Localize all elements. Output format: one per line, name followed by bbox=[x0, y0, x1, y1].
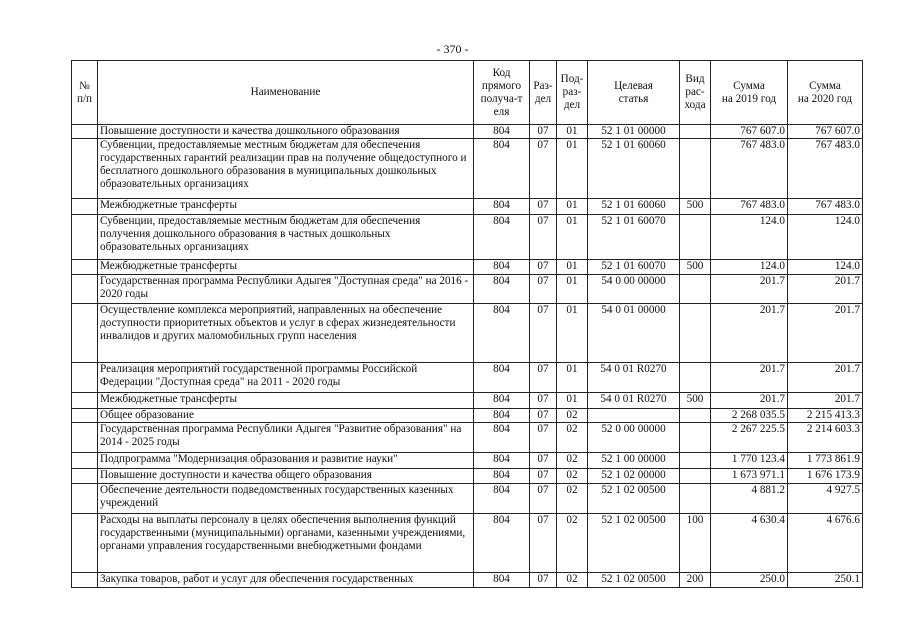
sum-2019-cell: 2 268 035.5 bbox=[711, 409, 788, 423]
code-cell: 804 bbox=[474, 573, 530, 588]
table-row bbox=[72, 139, 863, 199]
sum-2020-cell: 201.7 bbox=[788, 393, 863, 409]
table-row bbox=[72, 363, 863, 393]
code-cell: 804 bbox=[474, 275, 530, 304]
sum-2020-cell: 250.1 bbox=[788, 573, 863, 588]
table-row bbox=[72, 393, 863, 409]
table-row bbox=[72, 215, 863, 260]
target-cell: 52 0 00 00000 bbox=[588, 423, 680, 453]
subsection-cell: 01 bbox=[557, 275, 588, 304]
subsection-cell: 01 bbox=[557, 125, 588, 139]
expense-type-cell bbox=[680, 423, 711, 453]
target-cell: 52 1 01 60060 bbox=[588, 199, 680, 215]
expense-type-cell: 500 bbox=[680, 393, 711, 409]
header-sum-2019: Сумма на 2019 год bbox=[711, 61, 788, 125]
code-cell: 804 bbox=[474, 199, 530, 215]
subsection-cell: 02 bbox=[557, 469, 588, 484]
subsection-cell: 02 bbox=[557, 514, 588, 573]
section-cell: 07 bbox=[530, 260, 557, 275]
code-cell: 804 bbox=[474, 409, 530, 423]
code-cell: 804 bbox=[474, 125, 530, 139]
name-cell: Реализация мероприятий государственной программы Российской Федерации "Доступная среда" на 2011 - 2020 годы bbox=[98, 363, 474, 393]
table-row bbox=[72, 275, 863, 304]
num-cell bbox=[72, 260, 98, 275]
num-cell bbox=[72, 409, 98, 423]
expense-type-cell bbox=[680, 304, 711, 363]
name-cell: Субвенции, предоставляемые местным бюджетам для обеспечения государственных гарантий реализации прав на получение общедоступного и бесплатного дошкольного образования в муниципальных дошкольных образовательных организациях bbox=[98, 139, 474, 199]
num-cell bbox=[72, 215, 98, 260]
sum-2020-cell: 124.0 bbox=[788, 215, 863, 260]
page-number: - 370 - bbox=[436, 42, 469, 56]
expense-type-cell bbox=[680, 125, 711, 139]
target-cell: 52 1 02 00000 bbox=[588, 469, 680, 484]
sum-2019-cell: 201.7 bbox=[711, 275, 788, 304]
target-cell: 52 1 01 00000 bbox=[588, 125, 680, 139]
subsection-cell: 01 bbox=[557, 393, 588, 409]
name-cell: Осуществление комплекса мероприятий, направленных на обеспечение доступности приоритетных объектов и услуг в сферах жизнедеятельности инвалидов и других маломобильных групп населения bbox=[98, 304, 474, 363]
section-cell: 07 bbox=[530, 199, 557, 215]
name-cell: Государственная программа Республики Адыгея "Развитие образования" на 2014 - 2025 годы bbox=[98, 423, 474, 453]
expense-type-cell bbox=[680, 363, 711, 393]
sum-2019-cell: 1 673 971.1 bbox=[711, 469, 788, 484]
name-cell: Обеспечение деятельности подведомственных государственных казенных учреждений bbox=[98, 484, 474, 514]
sum-2020-cell: 4 927.5 bbox=[788, 484, 863, 514]
sum-2020-cell: 124.0 bbox=[788, 260, 863, 275]
sum-2019-cell: 250.0 bbox=[711, 573, 788, 588]
budget-table bbox=[71, 60, 863, 588]
section-cell: 07 bbox=[530, 453, 557, 469]
expense-type-cell bbox=[680, 409, 711, 423]
section-cell: 07 bbox=[530, 423, 557, 453]
table-row bbox=[72, 484, 863, 514]
table-row bbox=[72, 260, 863, 275]
target-cell: 52 1 01 60070 bbox=[588, 215, 680, 260]
section-cell: 07 bbox=[530, 139, 557, 199]
code-cell: 804 bbox=[474, 423, 530, 453]
name-cell: Субвенции, предоставляемые местным бюджетам для обеспечения получения дошкольного образования в частных дошкольных образовательных организациях bbox=[98, 215, 474, 260]
num-cell bbox=[72, 484, 98, 514]
num-cell bbox=[72, 514, 98, 573]
name-cell: Межбюджетные трансферты bbox=[98, 199, 474, 215]
sum-2019-cell: 4 881.2 bbox=[711, 484, 788, 514]
header-sum-2020: Сумма на 2020 год bbox=[788, 61, 863, 125]
table-row bbox=[72, 514, 863, 573]
expense-type-cell bbox=[680, 215, 711, 260]
target-cell: 54 0 01 R0270 bbox=[588, 363, 680, 393]
expense-type-cell: 200 bbox=[680, 573, 711, 588]
target-cell: 54 0 01 00000 bbox=[588, 304, 680, 363]
sum-2019-cell: 767 607.0 bbox=[711, 125, 788, 139]
target-cell: 52 1 00 00000 bbox=[588, 453, 680, 469]
expense-type-cell: 500 bbox=[680, 199, 711, 215]
section-cell: 07 bbox=[530, 215, 557, 260]
expense-type-cell bbox=[680, 139, 711, 199]
section-cell: 07 bbox=[530, 393, 557, 409]
num-cell bbox=[72, 125, 98, 139]
header-subsection: Под- раз- дел bbox=[557, 61, 588, 125]
code-cell: 804 bbox=[474, 393, 530, 409]
header-expense-type: Вид рас- хода bbox=[680, 61, 711, 125]
sum-2020-cell: 767 607.0 bbox=[788, 125, 863, 139]
name-cell: Межбюджетные трансферты bbox=[98, 260, 474, 275]
name-cell: Государственная программа Республики Адыгея "Доступная среда" на 2016 - 2020 годы bbox=[98, 275, 474, 304]
num-cell bbox=[72, 304, 98, 363]
sum-2019-cell: 124.0 bbox=[711, 260, 788, 275]
num-cell bbox=[72, 469, 98, 484]
section-cell: 07 bbox=[530, 304, 557, 363]
subsection-cell: 01 bbox=[557, 363, 588, 393]
sum-2019-cell: 1 770 123.4 bbox=[711, 453, 788, 469]
sum-2020-cell: 767 483.0 bbox=[788, 199, 863, 215]
sum-2020-cell: 4 676.6 bbox=[788, 514, 863, 573]
expense-type-cell: 100 bbox=[680, 514, 711, 573]
table-row bbox=[72, 469, 863, 484]
subsection-cell: 02 bbox=[557, 484, 588, 514]
subsection-cell: 01 bbox=[557, 260, 588, 275]
name-cell: Закупка товаров, работ и услуг для обеспечения государственных bbox=[98, 573, 474, 588]
section-cell: 07 bbox=[530, 514, 557, 573]
expense-type-cell bbox=[680, 484, 711, 514]
sum-2019-cell: 201.7 bbox=[711, 363, 788, 393]
expense-type-cell bbox=[680, 469, 711, 484]
code-cell: 804 bbox=[474, 484, 530, 514]
subsection-cell: 02 bbox=[557, 423, 588, 453]
num-cell bbox=[72, 423, 98, 453]
num-cell bbox=[72, 363, 98, 393]
code-cell: 804 bbox=[474, 469, 530, 484]
expense-type-cell: 500 bbox=[680, 260, 711, 275]
sum-2019-cell: 4 630.4 bbox=[711, 514, 788, 573]
sum-2020-cell: 201.7 bbox=[788, 363, 863, 393]
sum-2020-cell: 201.7 bbox=[788, 304, 863, 363]
table-row bbox=[72, 423, 863, 453]
header-code: Код прямого получа-т еля bbox=[474, 61, 530, 125]
num-cell bbox=[72, 453, 98, 469]
target-cell: 54 0 00 00000 bbox=[588, 275, 680, 304]
subsection-cell: 01 bbox=[557, 199, 588, 215]
section-cell: 07 bbox=[530, 409, 557, 423]
table-row bbox=[72, 573, 863, 588]
num-cell bbox=[72, 393, 98, 409]
sum-2020-cell: 1 676 173.9 bbox=[788, 469, 863, 484]
num-cell bbox=[72, 139, 98, 199]
section-cell: 07 bbox=[530, 363, 557, 393]
code-cell: 804 bbox=[474, 139, 530, 199]
table-row bbox=[72, 409, 863, 423]
table-row bbox=[72, 304, 863, 363]
name-cell: Общее образование bbox=[98, 409, 474, 423]
subsection-cell: 02 bbox=[557, 453, 588, 469]
table-row bbox=[72, 453, 863, 469]
target-cell: 52 1 02 00500 bbox=[588, 573, 680, 588]
target-cell: 52 1 02 00500 bbox=[588, 484, 680, 514]
sum-2020-cell: 1 773 861.9 bbox=[788, 453, 863, 469]
header-target: Целевая статья bbox=[588, 61, 680, 125]
header-name: Наименование bbox=[98, 61, 474, 125]
sum-2020-cell: 2 215 413.3 bbox=[788, 409, 863, 423]
target-cell bbox=[588, 409, 680, 423]
sum-2019-cell: 124.0 bbox=[711, 215, 788, 260]
code-cell: 804 bbox=[474, 215, 530, 260]
subsection-cell: 02 bbox=[557, 573, 588, 588]
code-cell: 804 bbox=[474, 260, 530, 275]
name-cell: Межбюджетные трансферты bbox=[98, 393, 474, 409]
sum-2019-cell: 767 483.0 bbox=[711, 199, 788, 215]
expense-type-cell bbox=[680, 275, 711, 304]
subsection-cell: 02 bbox=[557, 409, 588, 423]
subsection-cell: 01 bbox=[557, 139, 588, 199]
code-cell: 804 bbox=[474, 514, 530, 573]
table-row bbox=[72, 125, 863, 139]
code-cell: 804 bbox=[474, 363, 530, 393]
sum-2020-cell: 201.7 bbox=[788, 275, 863, 304]
num-cell bbox=[72, 573, 98, 588]
subsection-cell: 01 bbox=[557, 304, 588, 363]
section-cell: 07 bbox=[530, 484, 557, 514]
sum-2019-cell: 767 483.0 bbox=[711, 139, 788, 199]
name-cell: Повышение доступности и качества общего образования bbox=[98, 469, 474, 484]
section-cell: 07 bbox=[530, 469, 557, 484]
name-cell: Подпрограмма "Модернизация образования и развитие науки" bbox=[98, 453, 474, 469]
subsection-cell: 01 bbox=[557, 215, 588, 260]
num-cell bbox=[72, 199, 98, 215]
target-cell: 52 1 01 60060 bbox=[588, 139, 680, 199]
sum-2020-cell: 2 214 603.3 bbox=[788, 423, 863, 453]
sum-2019-cell: 2 267 225.5 bbox=[711, 423, 788, 453]
section-cell: 07 bbox=[530, 125, 557, 139]
code-cell: 804 bbox=[474, 304, 530, 363]
target-cell: 54 0 01 R0270 bbox=[588, 393, 680, 409]
header-section: Раз- дел bbox=[530, 61, 557, 125]
section-cell: 07 bbox=[530, 275, 557, 304]
table-row bbox=[72, 199, 863, 215]
header-num: № п/п bbox=[72, 61, 98, 125]
section-cell: 07 bbox=[530, 573, 557, 588]
name-cell: Повышение доступности и качества дошкольного образования bbox=[98, 125, 474, 139]
target-cell: 52 1 02 00500 bbox=[588, 514, 680, 573]
name-cell: Расходы на выплаты персоналу в целях обеспечения выполнения функций государственными (муниципальными) органами, казенными учреждениями, органами управления государственными внебюджетными фондами bbox=[98, 514, 474, 573]
sum-2019-cell: 201.7 bbox=[711, 393, 788, 409]
num-cell bbox=[72, 275, 98, 304]
code-cell: 804 bbox=[474, 453, 530, 469]
table-header-row bbox=[72, 61, 863, 125]
sum-2020-cell: 767 483.0 bbox=[788, 139, 863, 199]
sum-2019-cell: 201.7 bbox=[711, 304, 788, 363]
target-cell: 52 1 01 60070 bbox=[588, 260, 680, 275]
expense-type-cell bbox=[680, 453, 711, 469]
